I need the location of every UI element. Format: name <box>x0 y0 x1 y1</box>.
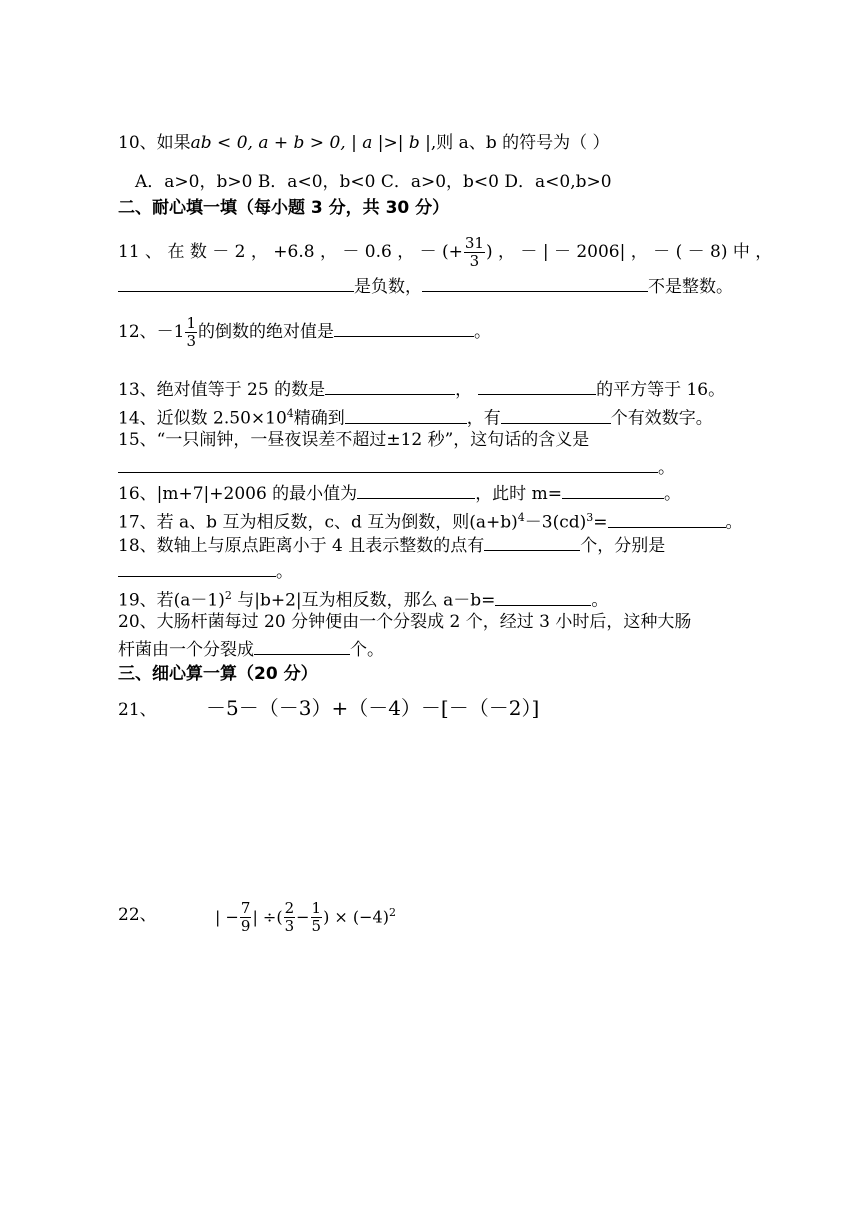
q13-part2: ， <box>455 380 473 400</box>
q21-number: 21、 <box>118 700 157 720</box>
question-21 <box>118 696 540 720</box>
q11-part1: 11 、 在 数 － 2 ， +6.8 ， － 0.6 ， － (+ <box>118 242 463 262</box>
q14-part3: ，有 <box>466 408 501 429</box>
q11-fraction <box>464 235 485 270</box>
q17-part2: －3(cd) <box>524 512 587 533</box>
q15-text: 15、“一只闹钟，一昼夜误差不超过±12 秒”，这句话的含义是 <box>118 430 590 450</box>
q17-part1: 17、若 a、b 互为相反数，c、d 互为倒数，则(a+b) <box>118 512 518 533</box>
question-20-line1: 20、大肠杆菌每过 20 分钟便由一个分裂成 2 个，经过 3 小时后，这种大肠 <box>118 612 692 632</box>
q10-suffix: ,则 a、b 的符号为（ ） <box>430 133 610 153</box>
q22-divide: | ÷( <box>252 907 283 927</box>
q20-end: 个。 <box>350 640 384 660</box>
q22-fraction-2 <box>284 900 296 935</box>
q20-blank[interactable] <box>254 638 350 655</box>
question-16 <box>118 482 681 504</box>
question-19 <box>118 586 608 611</box>
q16-blank-2[interactable] <box>562 482 664 499</box>
q15-blank[interactable] <box>118 456 658 473</box>
section-2-title: 二、耐心填一填（每小题 3 分，共 30 分） <box>118 198 450 218</box>
q10-condition: ab < 0, a + b > 0, | a |>| b | <box>190 133 431 153</box>
q11-text-a: 是负数， <box>354 277 422 297</box>
q18-text: 18、数轴上与原点距离小于 4 且表示整数的点有 <box>118 536 485 556</box>
q19-exponent: 2 <box>224 589 232 602</box>
q15-end: 。 <box>658 458 675 478</box>
q12-blank[interactable] <box>334 320 474 337</box>
question-18-line1 <box>118 534 665 556</box>
q12-text: 的倒数的绝对值是 <box>198 322 334 342</box>
q22-f3-num: 1 <box>311 899 322 918</box>
question-22-number: 22、 <box>118 905 157 925</box>
q22-f3-den: 5 <box>311 917 322 936</box>
q10-prefix: 10、如果 <box>118 133 191 153</box>
q14-exponent: 4 <box>286 407 294 420</box>
q13-blank-2[interactable] <box>478 378 596 395</box>
question-17 <box>118 508 743 533</box>
question-12 <box>118 312 491 352</box>
q22-f2-num: 2 <box>284 899 295 918</box>
q14-part1: 14、近似数 2.50×10 <box>118 408 287 429</box>
q14-part4: 个有效数字。 <box>610 408 713 429</box>
q19-blank[interactable] <box>495 589 591 606</box>
q12-frac-num: 1 <box>186 314 196 332</box>
q22-fraction-3 <box>311 900 323 935</box>
q12-prefix: 12、－1 <box>118 322 185 342</box>
q16-end: 。 <box>663 484 681 504</box>
q20-text: 杆菌由一个分裂成 <box>118 640 254 660</box>
question-15-line2 <box>118 456 675 478</box>
q13-part3: 的平方等于 16。 <box>596 380 726 400</box>
q11-blank-1[interactable] <box>118 275 354 292</box>
q10-options: A．a>0，b>0 B．a<0，b<0 C．a>0，b<0 D．a<0,b>0 <box>135 172 612 192</box>
q12-frac-den: 3 <box>186 332 196 350</box>
question-18-line2 <box>118 560 293 582</box>
q22-f1-den: 9 <box>240 917 251 936</box>
q18-end: 。 <box>276 562 293 582</box>
q11-text-b: 不是整数。 <box>648 277 733 297</box>
q14-blank-2[interactable] <box>501 407 611 424</box>
q11-part2: ) ， － | － 2006| ， － ( － 8) 中 ， <box>485 242 773 262</box>
question-15-line1 <box>118 430 589 450</box>
q19-end: 。 <box>591 590 609 611</box>
q22-minus: − <box>296 907 310 927</box>
q17-end: 。 <box>725 512 743 533</box>
q22-tail: ) × (−4) <box>323 907 389 927</box>
q22-f1-num: 7 <box>240 899 251 918</box>
q12-end: 。 <box>474 322 491 342</box>
q18-part2: 个，分别是 <box>580 536 666 556</box>
section-3-title: 三、细心算一算（20 分） <box>118 664 318 684</box>
question-11-line2 <box>118 275 733 297</box>
q22-exponent: 2 <box>388 906 396 919</box>
q16-part1: 16、|m+7|+2006 的最小值为 <box>118 484 358 504</box>
q17-exponent-1: 4 <box>517 511 525 524</box>
q13-part1: 13、绝对值等于 25 的数是 <box>118 380 326 400</box>
q11-frac-num: 31 <box>464 234 484 252</box>
question-13 <box>118 378 725 400</box>
question-14 <box>118 404 713 429</box>
q19-part2: 与|b+2|互为相反数，那么 a－b= <box>231 590 496 611</box>
q11-frac-den: 3 <box>469 252 480 270</box>
q16-blank-1[interactable] <box>357 482 475 499</box>
q16-part2: ，此时 m= <box>475 484 562 504</box>
q11-blank-2[interactable] <box>422 275 648 292</box>
question-20-line2 <box>118 638 384 660</box>
q17-blank[interactable] <box>608 511 726 528</box>
q22-fraction-1 <box>240 900 252 935</box>
q19-part1: 19、若(a－1) <box>118 590 225 611</box>
q18-blank-2[interactable] <box>118 560 276 577</box>
q14-blank-1[interactable] <box>345 407 467 424</box>
q14-part2: 精确到 <box>293 408 345 429</box>
question-22-expression <box>215 893 396 937</box>
q12-fraction <box>185 315 197 350</box>
question-10 <box>118 133 610 153</box>
q22-abs-open: | − <box>215 907 239 927</box>
q18-blank-1[interactable] <box>484 534 580 551</box>
q22-f2-den: 3 <box>284 917 295 936</box>
q13-blank-1[interactable] <box>325 378 455 395</box>
q17-part3: = <box>593 512 608 533</box>
q17-exponent-2: 3 <box>586 511 594 524</box>
question-11-line1 <box>118 232 772 272</box>
q21-expression: －5－（－3）+（－4）－[－（－2）] <box>206 696 540 720</box>
